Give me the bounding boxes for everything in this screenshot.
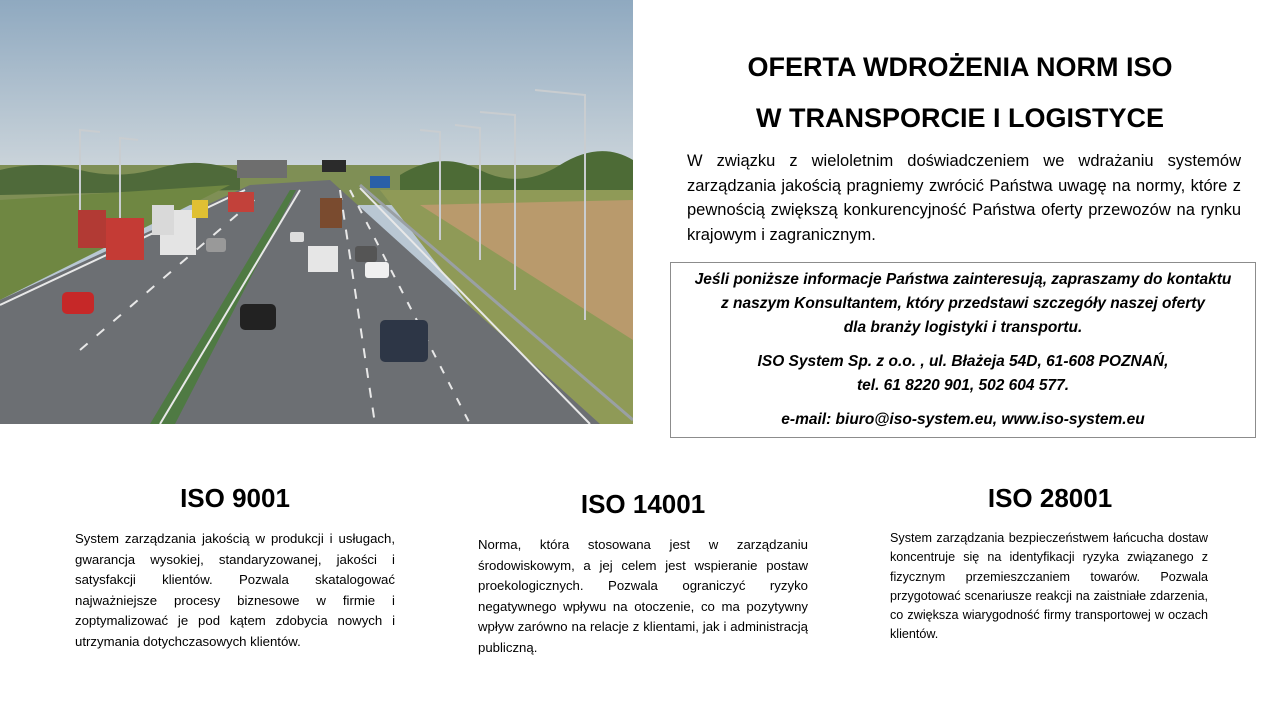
contact-invitation (671, 268, 1255, 340)
highway-photo (0, 0, 633, 424)
contact-box (670, 262, 1256, 438)
contact-invite-line3: dla branży logistyki i transportu. (843, 319, 1083, 336)
intro-paragraph: W związku z wieloletnim doświadczeniem we wdrażaniu systemów zarządzania jakością pragniemy zwrócić Państwa uwagę na normy, które z pewnością zwiększą konkurencyjność Państwa oferty przewozów na rynku krajowym i zagranicznym. (687, 152, 1241, 244)
email-line: e-mail: biuro@iso-system.eu, www.iso-system.eu (781, 411, 1145, 428)
standard-title-iso14001: ISO 14001 (580, 489, 706, 519)
standard-desc-iso14001: Norma, która stosowana jest w zarządzaniu środowiskowym, a jej celem jest wspieranie postaw proekologicznych. Pozwala ograniczyć ryzyko negatywnego wpływu na otoczenie, co ma pozytywny wpływ zarówno na relacje z klientami, jak i administracją publiczną. (478, 537, 808, 655)
standard-desc-iso28001: System zarządzania bezpieczeństwem łańcucha dostaw koncentruje się na identyfikacji ryzyka związanego z fizycznym przemieszczaniem towarów. Pozwala przygotować scenariusze reakcji na zaistniałe zdarzenia, co zwiększa wiarygodność firmy transportowej w oczach klientów. (890, 531, 1208, 642)
standard-title-iso28001: ISO 28001 (987, 483, 1113, 513)
contact-invite-line2: z naszym Konsultantem, który przedstawi szczegóły naszej oferty (720, 295, 1206, 312)
offer-title-line2: W TRANSPORCIE I LOGISTYCE (755, 103, 1165, 133)
standard-title-iso9001: ISO 9001 (180, 483, 290, 513)
offer-title-line1: OFERTA WDROŻENIA NORM ISO (747, 52, 1173, 82)
contact-invite-line1: Jeśli poniższe informacje Państwa zainteresują, zapraszamy do kontaktu (694, 271, 1232, 288)
standard-desc-iso9001: System zarządzania jakością w produkcji i usługach, gwarancja wysokiej, standaryzowanej, jakości i satysfakcji klientów. Pozwala skatalogować najważniejsze procesy biznesowe w firmie i zoptymalizować je pod kątem zdobycia nowych i utrzymania dotychczasowych klientów. (75, 531, 395, 649)
company-address (671, 350, 1255, 398)
email-website (671, 408, 1255, 432)
company-line1: ISO System Sp. z o.o. , ul. Błażeja 54D, 61-608 POZNAŃ, (757, 353, 1169, 370)
company-line2: tel. 61 8220 901, 502 604 577. (856, 377, 1069, 394)
